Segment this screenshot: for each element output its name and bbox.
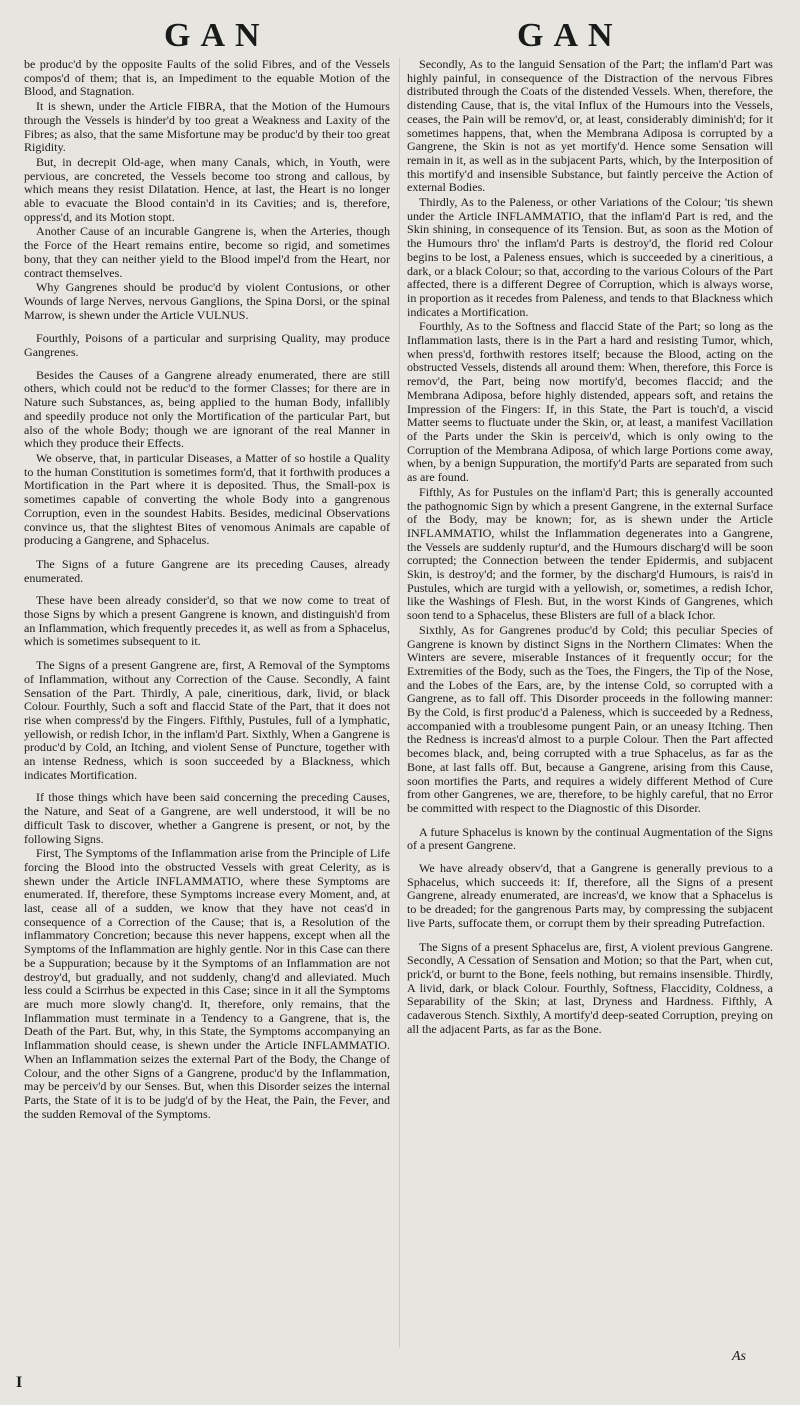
paragraph: A future Sphacelus is known by the continual Augmentation of the Signs of a present Gangrene. <box>407 824 773 853</box>
paragraph: Why Gangrenes should be produc'd by violent Contusions, or other Wounds of large Nerves, nervous Ganglions, the Spina Dorsi, or the spinal Marrow, is shewn under the Article VULNUS. <box>24 280 390 322</box>
paragraph: The Signs of a present Sphacelus are, first, A violent previous Gangrene. Secondly, A Cessation of Sensation and Motion; so that the Part, when cut, prick'd, or burnt to the Bone, feels nothing, but remains insensible. Thirdly, A livid, dark, or black Colour. Fourthly, Softness, Flaccidity, Coldness, a Separability of the Skin; at last, Dryness and Hardness. Fifthly, A cadaverous Stench. Sixthly, A mortify'd deep-seated Corruption, preying on all the adjacent Parts, as far as the Bone. <box>407 939 773 1036</box>
paragraph: Another Cause of an incurable Gangrene is, when the Arteries, though the Force of the Heart remains entire, become so rigid, and sometimes bony, that they can neither yield to the Blood impel'd from the Heart, nor contract themselves. <box>24 224 390 280</box>
paragraph: Fifthly, As for Pustules on the inflam'd Part; this is generally accounted the pathognomic Sign by which a present Gangrene, in the external Surface of the Body, may be known; for, as is shewn under the Article INFLAMMATIO, whilst the Inflammation degenerates into a Gangrene, the Vessels are suddenly ruptur'd, and the Humours discharg'd will be soon corrupted; the Connection between the tender Epidermis, and subjacent Skin, is destroy'd; and the former, by the discharg'd Humours, is rais'd in Pustules, which are turgid with a yellowish, or, sometimes, a redish Ichor, like the Washings of Flesh. But, in the worst Kinds of Gangrenes, which soon tend to a Sphacelus, these Blisters are full of a black Ichor. <box>407 484 773 623</box>
signature-mark: I <box>16 1374 23 1391</box>
paragraph: Besides the Causes of a Gangrene already enumerated, there are still others, which could not be reduc'd to the former Classes; for there are in Nature such Substances, as, being applied to the human Body, infallibly and speedily produce not only the Mortification of the particular Part, but also of the whole Body; though we are ignorant of the real Manner in which they produce their Effects. <box>24 367 390 451</box>
catchword: As <box>732 1349 746 1364</box>
paragraph: But, in decrepit Old-age, when many Canals, which, in Youth, were pervious, are concreted, the Vessels become too strong and callous, by which means they resist Dilatation. Hence, at last, the Heart is no longer able to evacuate the Blood contain'd in its Cavities; and is, therefore, oppress'd, and its Motion stopt. <box>24 154 390 224</box>
paragraph: If those things which have been said concerning the preceding Causes, the Nature, and Seat of a Gangrene, are well understood, it will be no difficult Task to discover, whether a Gangrene is present, or not, by the following Signs. <box>24 790 390 846</box>
paragraph: The Signs of a future Gangrene are its preceding Causes, already enumerated. <box>24 556 390 585</box>
running-head-left: GAN <box>164 17 270 54</box>
running-head-right: GAN <box>517 17 623 54</box>
paragraph: We observe, that, in particular Diseases, a Matter of so hostile a Quality to the human Constitution is sometimes form'd, that it forthwith produces a Mortification in the Part where it is deposited. Thus, the Small-pox is sometimes capable of converting the whole Body into a gangrenous Corruption, even in the soundest Habits. Besides, medicinal Observations convince us, that the slightest Bites of venomous Animals are capable of producing a Gangrene, and Sphacelus. <box>24 450 390 548</box>
paragraph: Sixthly, As for Gangrenes produc'd by Cold; this peculiar Species of Gangrene is known by distinct Signs in the Northern Climates: When the Winters are severe, miserable Instances of it frequently occur; for the Extremities of the Body, such as the Toes, the Fingers, the Tip of the Nose, and the Lobes of the Ears, are, by the intense Cold, so corrupted with a Gangrene, as to fall off. This Disorder proceeds in the following manner: By the Cold, is first produc'd a Paleness, which is succeeded by a Redness, accompanied with a troublesome pungent Pain, or an uneasy Itching. Then the Redness is increas'd almost to a purple Colour. Then the Part affected becomes black, and, being corrupted with a true Sphacelus, as far as the Bone, at last falls off. But, because a Gangrene, arising from this Cause, soon mortifies the Parts, and requires a widely different Method of Cure from other Gangrenes, we are, therefore, to be highly careful, that no Error be committed with respect to the Diagnostic of this Disorder. <box>407 622 773 815</box>
paragraph: be produc'd by the opposite Faults of the solid Fibres, and of the Vessels compos'd of them; that is, an Impediment to the equable Motion of the Blood, and Stagnation. <box>24 57 390 99</box>
paragraph: It is shewn, under the Article FIBRA, that the Motion of the Humours through the Vessels is hinder'd by too great a Weakness and Laxity of the Fibres; as also, that the same Misfortune may be produc'd by their too great Rigidity. <box>24 99 390 155</box>
paragraph: Fourthly, Poisons of a particular and surprising Quality, may produce Gangrenes. <box>24 331 390 360</box>
paragraph: The Signs of a present Gangrene are, first, A Removal of the Symptoms of Inflammation, without any Correction of the Cause. Secondly, A faint Sensation of the Part. Thirdly, A pale, cineritious, dark, livid, or black Colour. Fourthly, Such a soft and flaccid State of the Part, that it does not rise when compress'd by the Fingers. Fifthly, Pustules, full of a lymphatic, yellowish, or redish Ichor, in the inflam'd Part. Sixthly, When a Gangrene is produc'd by Cold, an Itching, and violent Sense of Puncture, together with an intense Redness, which is soon succeeded by a Blackness, which indicates Mortification. <box>24 658 390 782</box>
paragraph: First, The Symptoms of the Inflammation arise from the Principle of Life forcing the Blood into the obstructed Vessels with great Celerity, as is shewn under the Article INFLAMMATIO, where these Symptoms are enumerated. If, therefore, these Symptoms increase every Moment, and, at last, cease all of a sudden, we know that they have not ceas'd in consequence of a Correction of the Cause; that is, a Resolution of the inflammatory Concretion; because this never happens, except when all the Symptoms of the Inflammation are highly gentle. Nor in this Case can there be a Suppuration; because by it the Symptoms of an Inflammation are not destroy'd, but gradually, and not suddenly, chang'd and alleviated. Much less could a Scirrhus be expected in this Case; since in it all the Symptoms are much more slowly chang'd. It, therefore, only remains, that the Inflammation must terminate in a Tendency to a Gangrene, that is, the Death of the Part. But, why, in this State, the Symptoms accompanying an Inflammation should cease, is shewn under the Article INFLAMMATIO. When an Inflammation seizes the external Part of the Body, the Change of Colour, and the other Signs of a Gangrene, produc'd by the Inflammation, may be perceiv'd by our Senses. But, when this Disorder seizes the internal Parts, the State of it is to be judg'd of by the Heat, the Pain, the Fever, and the sudden Removal of the Symptoms. <box>24 846 390 1121</box>
paragraph: These have been already consider'd, so that we now come to treat of those Signs by which a present Gangrene is known, and distinguish'd from an Inflammation, which frequently precedes it, as well as from a Sphacelus, which is sometimes subsequent to it. <box>24 593 390 649</box>
paragraph: Fourthly, As to the Softness and flaccid State of the Part; so long as the Inflammation lasts, there is in the Part a hard and resisting Tumor, which, when press'd, forthwith restores itself; because the Blood, acting on the obstructed Vessels, distends all around them: When, therefore, this Force is remov'd, the Part, being now mortify'd, becomes flaccid; and the Membrana Adiposa, before highly distended, appears soft, and retains the Impression of the Fingers: If, in this State, the Part is touch'd, a viscid Matter seems to fluctuate under the Skin, or, at least, a manifest Vacillation of the Parts under the Skin is perceiv'd, which is only owing to the Corruption of the Membrana Adiposa, of which large Portions come away, when, by a benign Suppuration, the mortify'd Parts are separated from such as are found. <box>407 319 773 485</box>
column-divider <box>399 58 400 1348</box>
left-column <box>24 58 390 1122</box>
right-column <box>407 58 773 1046</box>
paragraph: Thirdly, As to the Paleness, or other Variations of the Colour; 'tis shewn under the Article INFLAMMATIO, that the inflam'd Part is red, and the Skin shining, in consequence of its Tension. But, as soon as the Motion of the Humours thro' the inflam'd Parts is destroy'd, the florid red Colour begins to be lost, a Paleness ensues, which is succeeded by a cineritious, a dark, or a black Colour; so that, according to the various Colours of the Part affected, there is a different Degree of Corruption, which is always worse, in proportion as it recedes from Paleness, and tends to that Blackness which indicates a Mortification. <box>407 195 774 319</box>
paragraph: Secondly, As to the languid Sensation of the Part; the inflam'd Part was highly painful, in consequence of the Distraction of the nervous Fibres distributed through the Coats of the distended Vessels. When, therefore, the distending Cause, that is, the vital Influx of the Humours into the Vessels, ceases, the Pain will be remov'd, or, at least, considerably diminish'd; for it sometimes happens, that, when the Membrana Adiposa is corrupted by a Gangrene, the Skin is not as yet mortify'd. Hence some Sensation will remain in it, as well as in the subjacent Parts, which, by the Interposition of this mortify'd and insensible Substance, but faintly perceive the Action of external Bodies. <box>407 57 773 195</box>
paragraph: We have already observ'd, that a Gangrene is generally previous to a Sphacelus, which succeeds it: If, therefore, all the Signs of a present Gangrene, already enumerated, are increas'd, we know that a Sphacelus is to be dreaded; for the gangrenous Parts may, by compressing the subjacent live Parts, suffocate them, or corrupt them by their spreading Putrefaction. <box>407 861 773 930</box>
